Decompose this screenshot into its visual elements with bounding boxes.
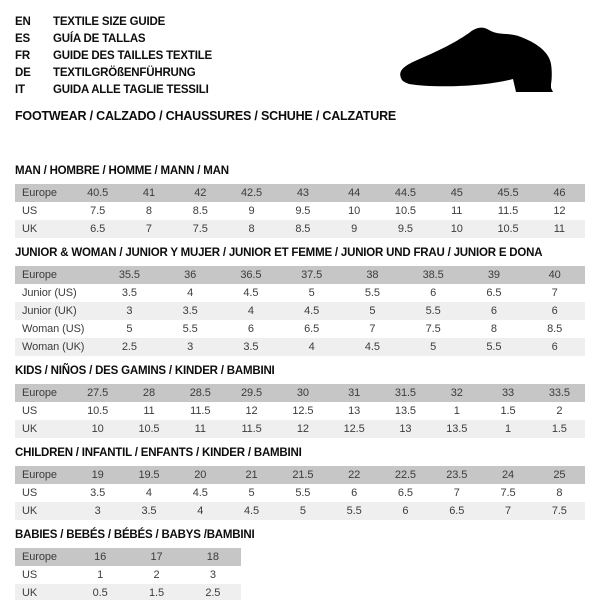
size-cell: 6: [403, 284, 464, 302]
size-cell: 12.5: [328, 420, 379, 438]
size-cell: 4.5: [281, 302, 342, 320]
language-code: FR: [15, 50, 30, 62]
size-cell: 21.5: [277, 466, 328, 484]
size-cell: 42.5: [226, 184, 277, 202]
size-section-title: KIDS / NIÑOS / DES GAMINS / KINDER / BAMBINI: [15, 365, 275, 377]
size-cell: 38.5: [403, 266, 464, 284]
size-cell: 12: [226, 402, 277, 420]
size-cell: 9: [226, 202, 277, 220]
size-cell: 2.5: [185, 584, 241, 600]
size-cell: 3.5: [123, 502, 174, 520]
size-cell: 40: [524, 266, 585, 284]
row-label: Europe: [15, 184, 72, 202]
size-row: [15, 584, 241, 600]
size-table: [15, 184, 585, 238]
size-cell: 11: [175, 420, 226, 438]
size-cell: 45: [431, 184, 482, 202]
size-cell: 3: [160, 338, 221, 356]
size-cell: 8: [226, 220, 277, 238]
size-cell: 31.5: [380, 384, 431, 402]
size-cell: 44: [328, 184, 379, 202]
size-cell: 10.5: [380, 202, 431, 220]
size-section-title: BABIES / BEBÉS / BÉBÉS / BABYS /BAMBINI: [15, 529, 255, 541]
size-row: [15, 320, 585, 338]
size-section-title: JUNIOR & WOMAN / JUNIOR Y MUJER / JUNIOR ET FEMME / JUNIOR UND FRAU / JUNIOR E DONA: [15, 247, 543, 259]
row-label: Europe: [15, 384, 72, 402]
size-cell: 12.5: [277, 402, 328, 420]
size-cell: 7.5: [534, 502, 585, 520]
size-cell: 6.5: [431, 502, 482, 520]
size-cell: 44.5: [380, 184, 431, 202]
size-cell: 4: [281, 338, 342, 356]
size-cell: 6.5: [281, 320, 342, 338]
size-section-title: MAN / HOMBRE / HOMME / MANN / MAN: [15, 165, 229, 177]
size-cell: 6: [524, 338, 585, 356]
row-label: US: [15, 484, 72, 502]
size-cell: 4: [123, 484, 174, 502]
size-cell: 7: [482, 502, 533, 520]
size-cell: 29.5: [226, 384, 277, 402]
size-cell: 1.5: [482, 402, 533, 420]
size-row: [15, 420, 585, 438]
size-cell: 1.5: [534, 420, 585, 438]
size-cell: 7.5: [72, 202, 123, 220]
size-cell: 18: [185, 548, 241, 566]
size-cell: 1: [72, 566, 128, 584]
size-cell: 3.5: [72, 484, 123, 502]
size-cell: 31: [328, 384, 379, 402]
size-cell: 33: [482, 384, 533, 402]
size-cell: 4: [160, 284, 221, 302]
size-section-4: [15, 529, 585, 600]
size-row: [15, 566, 241, 584]
size-cell: 3: [99, 302, 160, 320]
row-label: UK: [15, 502, 72, 520]
size-cell: 8: [123, 202, 174, 220]
size-cell: 12: [277, 420, 328, 438]
row-label: UK: [15, 584, 72, 600]
size-cell: 27.5: [72, 384, 123, 402]
size-cell: 2: [534, 402, 585, 420]
size-cell: 4.5: [221, 284, 282, 302]
size-cell: 13.5: [431, 420, 482, 438]
size-cell: 32: [431, 384, 482, 402]
size-cell: 2: [128, 566, 184, 584]
size-cell: 45.5: [482, 184, 533, 202]
size-cell: 6: [380, 502, 431, 520]
size-cell: 28.5: [175, 384, 226, 402]
size-cell: 40.5: [72, 184, 123, 202]
size-table: [15, 384, 585, 438]
size-tables: [0, 165, 600, 600]
language-code: DE: [15, 67, 31, 79]
size-row: [15, 266, 585, 284]
size-cell: 16: [72, 548, 128, 566]
size-cell: 39: [464, 266, 525, 284]
row-label: US: [15, 202, 72, 220]
size-cell: 1: [431, 402, 482, 420]
size-row: [15, 402, 585, 420]
size-table: [15, 266, 585, 356]
size-cell: 10: [72, 420, 123, 438]
row-label: Europe: [15, 266, 99, 284]
row-label: Woman (UK): [15, 338, 99, 356]
size-cell: 42: [175, 184, 226, 202]
row-label: Woman (US): [15, 320, 99, 338]
size-cell: 0.5: [72, 584, 128, 600]
size-cell: 30: [277, 384, 328, 402]
size-cell: 22.5: [380, 466, 431, 484]
size-row: [15, 466, 585, 484]
size-cell: 5: [403, 338, 464, 356]
size-row: [15, 184, 585, 202]
size-cell: 5: [226, 484, 277, 502]
language-code: ES: [15, 33, 30, 45]
size-cell: 6.5: [380, 484, 431, 502]
size-row: [15, 338, 585, 356]
size-cell: 13: [380, 420, 431, 438]
size-cell: 5.5: [342, 284, 403, 302]
row-label: Junior (UK): [15, 302, 99, 320]
language-title: GUIDA ALLE TAGLIE TESSILI: [53, 84, 209, 96]
size-cell: 19.5: [123, 466, 174, 484]
row-label: US: [15, 402, 72, 420]
size-cell: 3.5: [99, 284, 160, 302]
size-cell: 6: [221, 320, 282, 338]
size-cell: 37.5: [281, 266, 342, 284]
size-cell: 9.5: [380, 220, 431, 238]
size-cell: 11: [431, 202, 482, 220]
size-cell: 4: [175, 502, 226, 520]
size-cell: 13: [328, 402, 379, 420]
size-cell: 3.5: [221, 338, 282, 356]
row-label: Junior (US): [15, 284, 99, 302]
size-cell: 4.5: [226, 502, 277, 520]
size-cell: 7: [123, 220, 174, 238]
language-title: GUÍA DE TALLAS: [53, 33, 146, 45]
size-cell: 24: [482, 466, 533, 484]
size-cell: 10: [431, 220, 482, 238]
size-cell: 11.5: [482, 202, 533, 220]
size-cell: 19: [72, 466, 123, 484]
size-cell: 21: [226, 466, 277, 484]
language-code: IT: [15, 84, 25, 96]
size-cell: 7: [342, 320, 403, 338]
row-label: Europe: [15, 548, 72, 566]
category-title: FOOTWEAR / CALZADO / CHAUSSURES / SCHUHE / CALZATURE: [15, 109, 397, 123]
size-cell: 5.5: [464, 338, 525, 356]
language-code: EN: [15, 16, 31, 28]
size-cell: 17: [128, 548, 184, 566]
size-section-0: [15, 165, 585, 238]
size-cell: 6.5: [72, 220, 123, 238]
size-cell: 11: [534, 220, 585, 238]
size-cell: 35.5: [99, 266, 160, 284]
row-label: UK: [15, 420, 72, 438]
size-cell: 7.5: [482, 484, 533, 502]
size-section-2: [15, 365, 585, 438]
row-label: US: [15, 566, 72, 584]
size-cell: 1: [482, 420, 533, 438]
size-cell: 22: [328, 466, 379, 484]
size-section-3: [15, 447, 585, 520]
size-cell: 5: [277, 502, 328, 520]
row-label: UK: [15, 220, 72, 238]
language-title: GUIDE DES TAILLES TEXTILE: [53, 50, 212, 62]
size-cell: 7.5: [175, 220, 226, 238]
size-cell: 20: [175, 466, 226, 484]
size-row: [15, 484, 585, 502]
size-cell: 36: [160, 266, 221, 284]
size-cell: 5.5: [328, 502, 379, 520]
size-cell: 8: [464, 320, 525, 338]
size-cell: 6: [464, 302, 525, 320]
size-cell: 9: [328, 220, 379, 238]
size-cell: 25: [534, 466, 585, 484]
size-row: [15, 220, 585, 238]
size-cell: 1.5: [128, 584, 184, 600]
size-cell: 8.5: [277, 220, 328, 238]
language-title: TEXTILGRÖßENFÜHRUNG: [53, 67, 196, 79]
size-cell: 33.5: [534, 384, 585, 402]
size-cell: 7: [524, 284, 585, 302]
size-cell: 43: [277, 184, 328, 202]
size-cell: 5: [281, 284, 342, 302]
size-cell: 6.5: [464, 284, 525, 302]
size-row: [15, 302, 585, 320]
size-cell: 5.5: [160, 320, 221, 338]
size-cell: 9.5: [277, 202, 328, 220]
size-cell: 6: [524, 302, 585, 320]
size-cell: 11.5: [226, 420, 277, 438]
size-section-title: CHILDREN / INFANTIL / ENFANTS / KINDER / BAMBINI: [15, 447, 302, 459]
size-cell: 5: [99, 320, 160, 338]
size-cell: 5: [342, 302, 403, 320]
size-cell: 11: [123, 402, 174, 420]
size-cell: 4.5: [175, 484, 226, 502]
size-row: [15, 284, 585, 302]
size-cell: 10: [328, 202, 379, 220]
size-cell: 12: [534, 202, 585, 220]
size-cell: 8.5: [524, 320, 585, 338]
size-cell: 8.5: [175, 202, 226, 220]
size-cell: 38: [342, 266, 403, 284]
size-cell: 7.5: [403, 320, 464, 338]
size-cell: 7: [431, 484, 482, 502]
size-section-1: [15, 247, 585, 356]
size-cell: 23.5: [431, 466, 482, 484]
size-cell: 10.5: [123, 420, 174, 438]
size-cell: 3.5: [160, 302, 221, 320]
size-cell: 41: [123, 184, 174, 202]
size-cell: 2.5: [99, 338, 160, 356]
size-cell: 4.5: [342, 338, 403, 356]
size-cell: 11.5: [175, 402, 226, 420]
size-row: [15, 202, 585, 220]
size-row: [15, 502, 585, 520]
size-cell: 10.5: [72, 402, 123, 420]
size-cell: 4: [221, 302, 282, 320]
size-table: [15, 548, 241, 600]
size-cell: 8: [534, 484, 585, 502]
row-label: Europe: [15, 466, 72, 484]
size-cell: 13.5: [380, 402, 431, 420]
size-row: [15, 548, 241, 566]
size-cell: 5.5: [403, 302, 464, 320]
size-cell: 5.5: [277, 484, 328, 502]
size-cell: 46: [534, 184, 585, 202]
size-cell: 6: [328, 484, 379, 502]
size-row: [15, 384, 585, 402]
size-cell: 10.5: [482, 220, 533, 238]
size-cell: 3: [72, 502, 123, 520]
language-title: TEXTILE SIZE GUIDE: [53, 16, 166, 28]
size-cell: 28: [123, 384, 174, 402]
size-cell: 36.5: [221, 266, 282, 284]
shoe-icon: [395, 22, 580, 104]
size-table: [15, 466, 585, 520]
size-cell: 3: [185, 566, 241, 584]
